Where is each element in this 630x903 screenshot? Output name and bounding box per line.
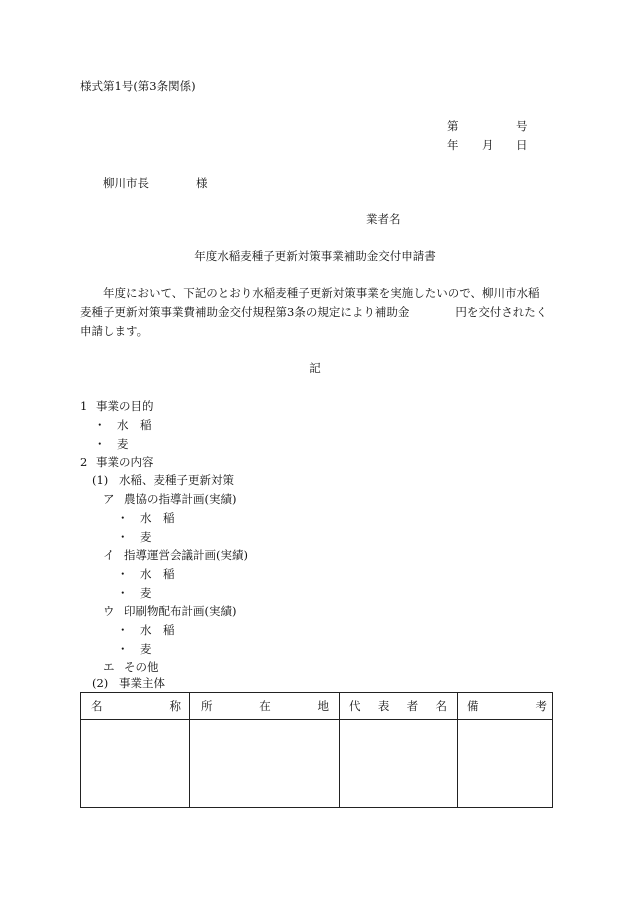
- list-item: ・ 麦: [117, 530, 152, 544]
- business-entity-table: [80, 692, 553, 808]
- addressee-honorific: 様: [196, 176, 208, 190]
- item-u-title: 印刷物配布計画(実績): [124, 604, 237, 618]
- list-item: ・ 水 稲: [117, 567, 175, 581]
- list-item: ・ 水 稲: [117, 511, 175, 525]
- header-name: 名 称: [91, 699, 181, 713]
- item-a-title: 農協の指導計画(実績): [124, 492, 237, 506]
- item-a-mark: ア: [103, 492, 115, 506]
- header-address: 所 在 地: [201, 699, 329, 713]
- body-line: 申請します。: [80, 324, 149, 338]
- table-column-divider: [457, 693, 458, 807]
- ki-mark: 記: [309, 361, 321, 375]
- list-item: ・ 麦: [117, 642, 152, 656]
- list-item: ・ 麦: [94, 437, 129, 451]
- table-column-divider: [189, 693, 190, 807]
- document-title: 年度水稲麦種子更新対策事業補助金交付申請書: [194, 249, 436, 263]
- date-month: 月: [482, 138, 494, 152]
- section-1-number: 1: [80, 399, 88, 413]
- form-number: 様式第1号(第3条関係): [80, 79, 196, 93]
- section-2-number: 2: [80, 455, 88, 469]
- number-go: 号: [516, 119, 528, 133]
- header-representative: 代 表 者 名: [349, 699, 447, 713]
- section-2-title: 事業の内容: [96, 455, 154, 469]
- number-dai: 第: [447, 119, 459, 133]
- item-u-mark: ウ: [103, 604, 115, 618]
- section-2-2-title: 事業主体: [119, 676, 165, 690]
- date-day: 日: [516, 138, 528, 152]
- list-item: ・ 水 稲: [94, 418, 152, 432]
- section-2-1-number: (1): [92, 473, 109, 487]
- item-i-mark: イ: [103, 548, 115, 562]
- body-line: 年度において、下記のとおり水稲麦種子更新対策事業を実施したいので、柳川市水稲: [80, 286, 540, 300]
- section-2-1-title: 水稲、麦種子更新対策: [119, 473, 234, 487]
- item-e-mark: エ: [103, 660, 115, 674]
- date-year: 年: [447, 138, 459, 152]
- item-i-title: 指導運営会議計画(実績): [124, 548, 248, 562]
- body-paragraph: [80, 284, 555, 341]
- addressee-name: 柳川市長: [103, 176, 149, 190]
- list-item: ・ 水 稲: [117, 623, 175, 637]
- header-remarks: 備 考: [467, 699, 547, 713]
- section-1-title: 事業の目的: [96, 399, 154, 413]
- list-item: ・ 麦: [117, 586, 152, 600]
- table-column-divider: [339, 693, 340, 807]
- section-2-2-number: (2): [92, 676, 109, 690]
- applicant-label: 業者名: [366, 212, 401, 226]
- body-line: 麦種子更新対策事業費補助金交付規程第3条の規定により補助金 円を交付されたく: [80, 305, 548, 319]
- item-e-title: その他: [124, 660, 159, 674]
